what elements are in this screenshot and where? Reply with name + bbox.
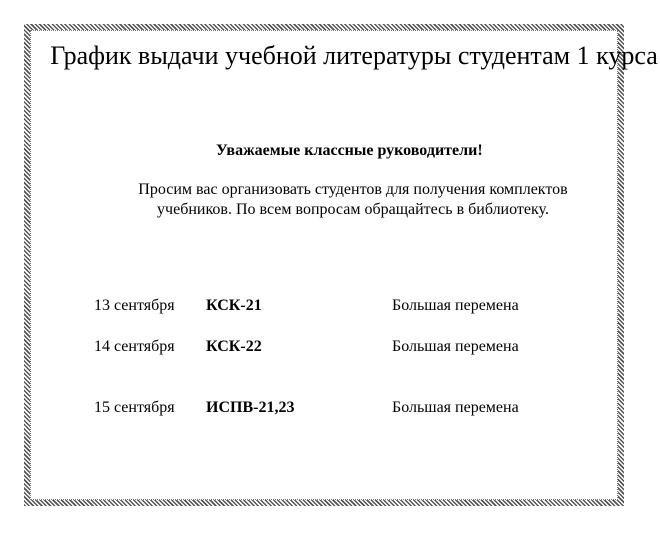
document-title: График выдачи учебной литературы студентам 1 курса	[50, 41, 658, 70]
schedule-group: КСК-22	[206, 338, 262, 355]
greeting-heading: Уважаемые классные руководители!	[216, 142, 483, 159]
schedule-time: Большая перемена	[392, 399, 519, 416]
schedule-row	[0, 337, 660, 357]
schedule-date: 13 сентября	[94, 297, 175, 314]
schedule-date: 15 сентября	[94, 399, 175, 416]
message-paragraph: Просим вас организовать студентов для получения комплектов учебников. По всем вопросам обращайтесь в библиотеку.	[138, 181, 568, 218]
schedule-time: Большая перемена	[392, 338, 519, 355]
schedule-group: КСК-21	[206, 297, 262, 314]
schedule-row	[0, 398, 660, 418]
schedule-date: 14 сентября	[94, 338, 175, 355]
schedule-time: Большая перемена	[392, 297, 519, 314]
schedule-row	[0, 296, 660, 316]
schedule-group: ИСПВ-21,23	[206, 399, 295, 416]
